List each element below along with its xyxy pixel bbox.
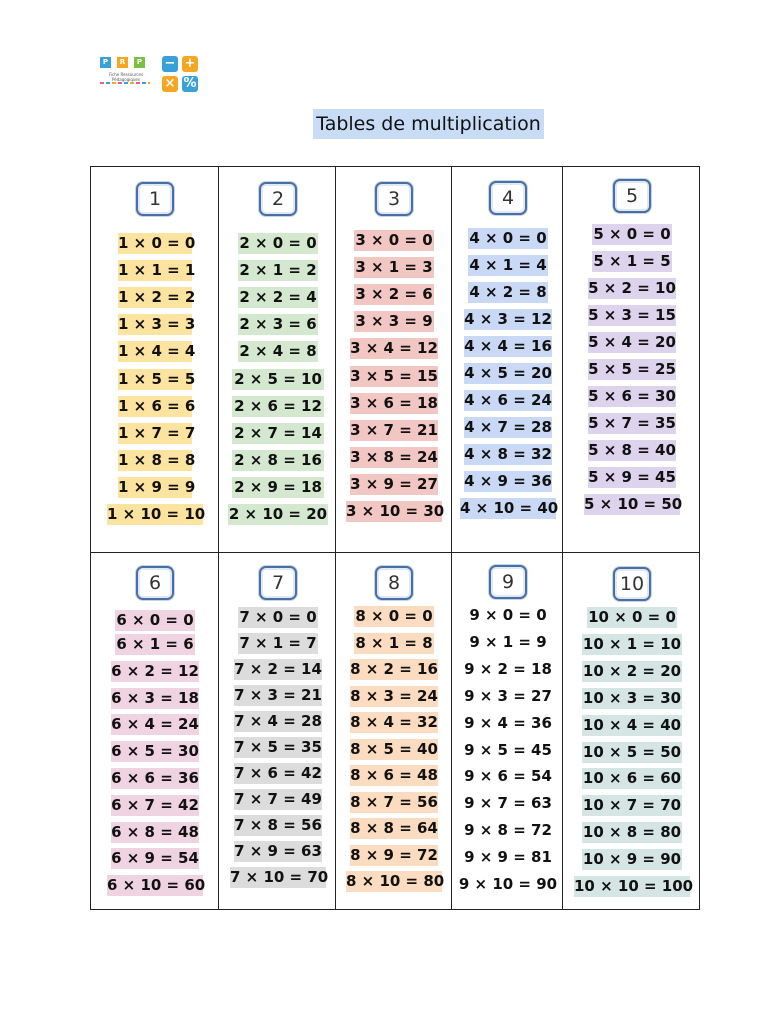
grid-divider [562,166,563,910]
table-row: 2 × 1 = 2 [239,261,317,279]
table-row: 5 × 8 = 40 [588,441,676,459]
table-number-badge: 2 [259,182,297,216]
table-row: 2 × 7 = 14 [232,423,324,444]
table-row: 7 × 8 = 56 [234,816,322,834]
table-row: 1 × 6 = 6 [118,397,196,415]
table-row: 6 × 7 = 42 [111,796,199,814]
table-row: 3 × 4 = 12 [350,339,438,357]
table-row: 3 × 2 = 6 [355,285,433,303]
table-row: 3 × 7 = 21 [350,421,438,439]
logo [98,52,208,98]
table-row: 8 × 2 = 16 [350,660,438,678]
table-number-badge: 8 [375,566,413,600]
table-number-badge: 4 [489,181,527,215]
table-row: 5 × 7 = 35 [588,414,676,432]
grid-divider [218,166,219,910]
table-row: 5 × 6 = 30 [588,387,676,405]
table-row: 4 × 2 = 8 [469,283,547,301]
table-row: 9 × 3 = 27 [464,687,552,705]
table-row: 7 × 4 = 28 [234,712,322,730]
logo-dots [100,82,150,84]
table-row: 8 × 6 = 48 [350,766,438,784]
table-row: 3 × 6 = 18 [350,394,438,412]
table-row: 10 × 4 = 40 [582,716,682,734]
table-row: 2 × 6 = 12 [232,396,324,417]
table-row: 2 × 9 = 18 [232,477,324,498]
table-row: 3 × 3 = 9 [355,312,433,330]
table-row: 4 × 9 = 36 [464,472,552,490]
table-row: 5 × 10 = 50 [584,495,683,513]
table-number-badge: 3 [375,182,413,216]
table-row: 2 × 2 = 4 [239,288,317,306]
table-row: 4 × 7 = 28 [464,418,552,436]
table-row: 2 × 8 = 16 [232,450,324,471]
table-row: 6 × 2 = 12 [111,662,199,680]
table-row: 9 × 10 = 90 [458,875,558,893]
table-row: 1 × 0 = 0 [118,234,196,252]
grid-divider [451,166,452,910]
table-row: 5 × 0 = 0 [593,225,671,243]
table-row: 7 × 2 = 14 [234,660,322,678]
table-row: 5 × 5 = 25 [588,360,676,378]
table-row: 10 × 9 = 90 [582,850,682,868]
table-row: 9 × 2 = 18 [464,660,552,678]
logo-letter-p2: P [134,57,145,68]
grid-divider [699,166,700,910]
table-row: 4 × 8 = 32 [464,445,552,463]
table-row: 9 × 7 = 63 [464,794,552,812]
table-row: 7 × 1 = 7 [239,634,317,652]
table-row: 4 × 6 = 24 [464,391,552,409]
table-row: 1 × 10 = 10 [107,505,206,523]
table-row: 9 × 6 = 54 [464,767,552,785]
table-row: 3 × 5 = 15 [350,367,438,385]
table-row: 1 × 8 = 8 [118,451,196,469]
page-title: Tables de multiplication [313,109,544,139]
table-row: 7 × 0 = 0 [239,608,317,626]
percent-icon: % [183,76,197,91]
table-row: 1 × 9 = 9 [118,478,196,496]
table-row: 4 × 1 = 4 [469,256,547,274]
minus-icon: − [162,56,178,72]
table-row: 6 × 3 = 18 [111,689,199,707]
table-row: 2 × 0 = 0 [239,234,317,252]
table-row: 8 × 4 = 32 [350,713,438,731]
table-row: 7 × 3 = 21 [234,686,322,704]
table-number-badge: 7 [259,566,297,600]
table-row: 8 × 10 = 80 [346,872,445,890]
table-row: 6 × 1 = 6 [116,635,194,653]
table-row: 8 × 0 = 0 [355,607,433,625]
table-row: 8 × 5 = 40 [350,740,438,758]
table-row: 4 × 5 = 20 [464,364,552,382]
table-row: 4 × 0 = 0 [469,229,547,247]
grid-divider [90,552,700,553]
table-row: 2 × 4 = 8 [239,342,317,360]
times-icon: × [162,76,178,92]
table-row: 7 × 5 = 35 [234,738,322,756]
table-row: 7 × 7 = 49 [234,790,322,808]
table-row: 5 × 4 = 20 [588,333,676,351]
table-row: 9 × 5 = 45 [464,741,552,759]
table-row: 10 × 10 = 100 [574,877,694,895]
table-row: 1 × 2 = 2 [118,288,196,306]
table-row: 2 × 3 = 6 [239,315,317,333]
table-row: 8 × 8 = 64 [350,819,438,837]
table-row: 2 × 5 = 10 [232,369,324,390]
table-row: 5 × 3 = 15 [588,306,676,324]
table-row: 8 × 7 = 56 [350,793,438,811]
table-number-badge: 6 [136,566,174,600]
table-row: 9 × 0 = 0 [469,606,547,624]
table-row: 6 × 4 = 24 [111,715,199,733]
table-row: 6 × 5 = 30 [111,742,199,760]
table-row: 4 × 3 = 12 [464,310,552,328]
table-row: 9 × 1 = 9 [469,633,547,651]
table-row: 5 × 2 = 10 [588,279,676,297]
table-row: 2 × 10 = 20 [228,505,328,523]
table-row: 10 × 5 = 50 [582,743,682,761]
table-row: 8 × 9 = 72 [350,846,438,864]
table-row: 4 × 4 = 16 [464,337,552,355]
grid-divider [335,166,336,910]
table-row: 10 × 8 = 80 [582,823,682,841]
table-number-badge: 1 [136,182,174,216]
table-row: 6 × 9 = 54 [111,849,199,867]
table-row: 9 × 9 = 81 [464,848,552,866]
logo-letter-p1: P [100,57,111,68]
table-row: 1 × 5 = 5 [118,370,196,388]
table-row: 1 × 3 = 3 [118,315,196,333]
table-row: 7 × 9 = 63 [234,842,322,860]
table-number-badge: 10 [613,567,651,601]
table-row: 3 × 9 = 27 [350,475,438,493]
table-row: 3 × 1 = 3 [355,258,433,276]
table-row: 7 × 6 = 42 [234,764,322,782]
table-row: 10 × 0 = 0 [588,608,676,626]
table-row: 9 × 8 = 72 [464,821,552,839]
table-row: 7 × 10 = 70 [230,868,329,886]
logo-letter-r: R [117,57,128,68]
table-row: 10 × 1 = 10 [582,635,682,653]
table-row: 6 × 8 = 48 [111,823,199,841]
table-row: 10 × 6 = 60 [582,769,682,787]
plus-icon: + [182,56,198,72]
table-row: 3 × 8 = 24 [350,448,438,466]
table-row: 8 × 3 = 24 [350,687,438,705]
table-row: 10 × 2 = 20 [582,662,682,680]
table-row: 10 × 7 = 70 [582,796,682,814]
table-row: 6 × 0 = 0 [116,611,194,629]
table-row: 10 × 3 = 30 [582,689,682,707]
table-row: 9 × 4 = 36 [464,714,552,732]
table-number-badge: 5 [613,179,651,213]
table-row: 6 × 6 = 36 [111,769,199,787]
table-row: 3 × 0 = 0 [355,231,433,249]
table-row: 1 × 1 = 1 [118,261,196,279]
table-row: 8 × 1 = 8 [355,634,433,652]
table-row: 1 × 4 = 4 [118,342,196,360]
table-row: 4 × 10 = 40 [460,499,559,517]
table-row: 5 × 9 = 45 [588,468,676,486]
table-row: 5 × 1 = 5 [593,252,671,270]
grid-divider [90,909,700,910]
table-row: 6 × 10 = 60 [107,876,206,894]
table-row: 3 × 10 = 30 [346,502,445,520]
table-row: 1 × 7 = 7 [118,424,196,442]
table-number-badge: 9 [489,565,527,599]
logo-tagline: Fiche Ressources Pédagogiques [108,72,144,82]
